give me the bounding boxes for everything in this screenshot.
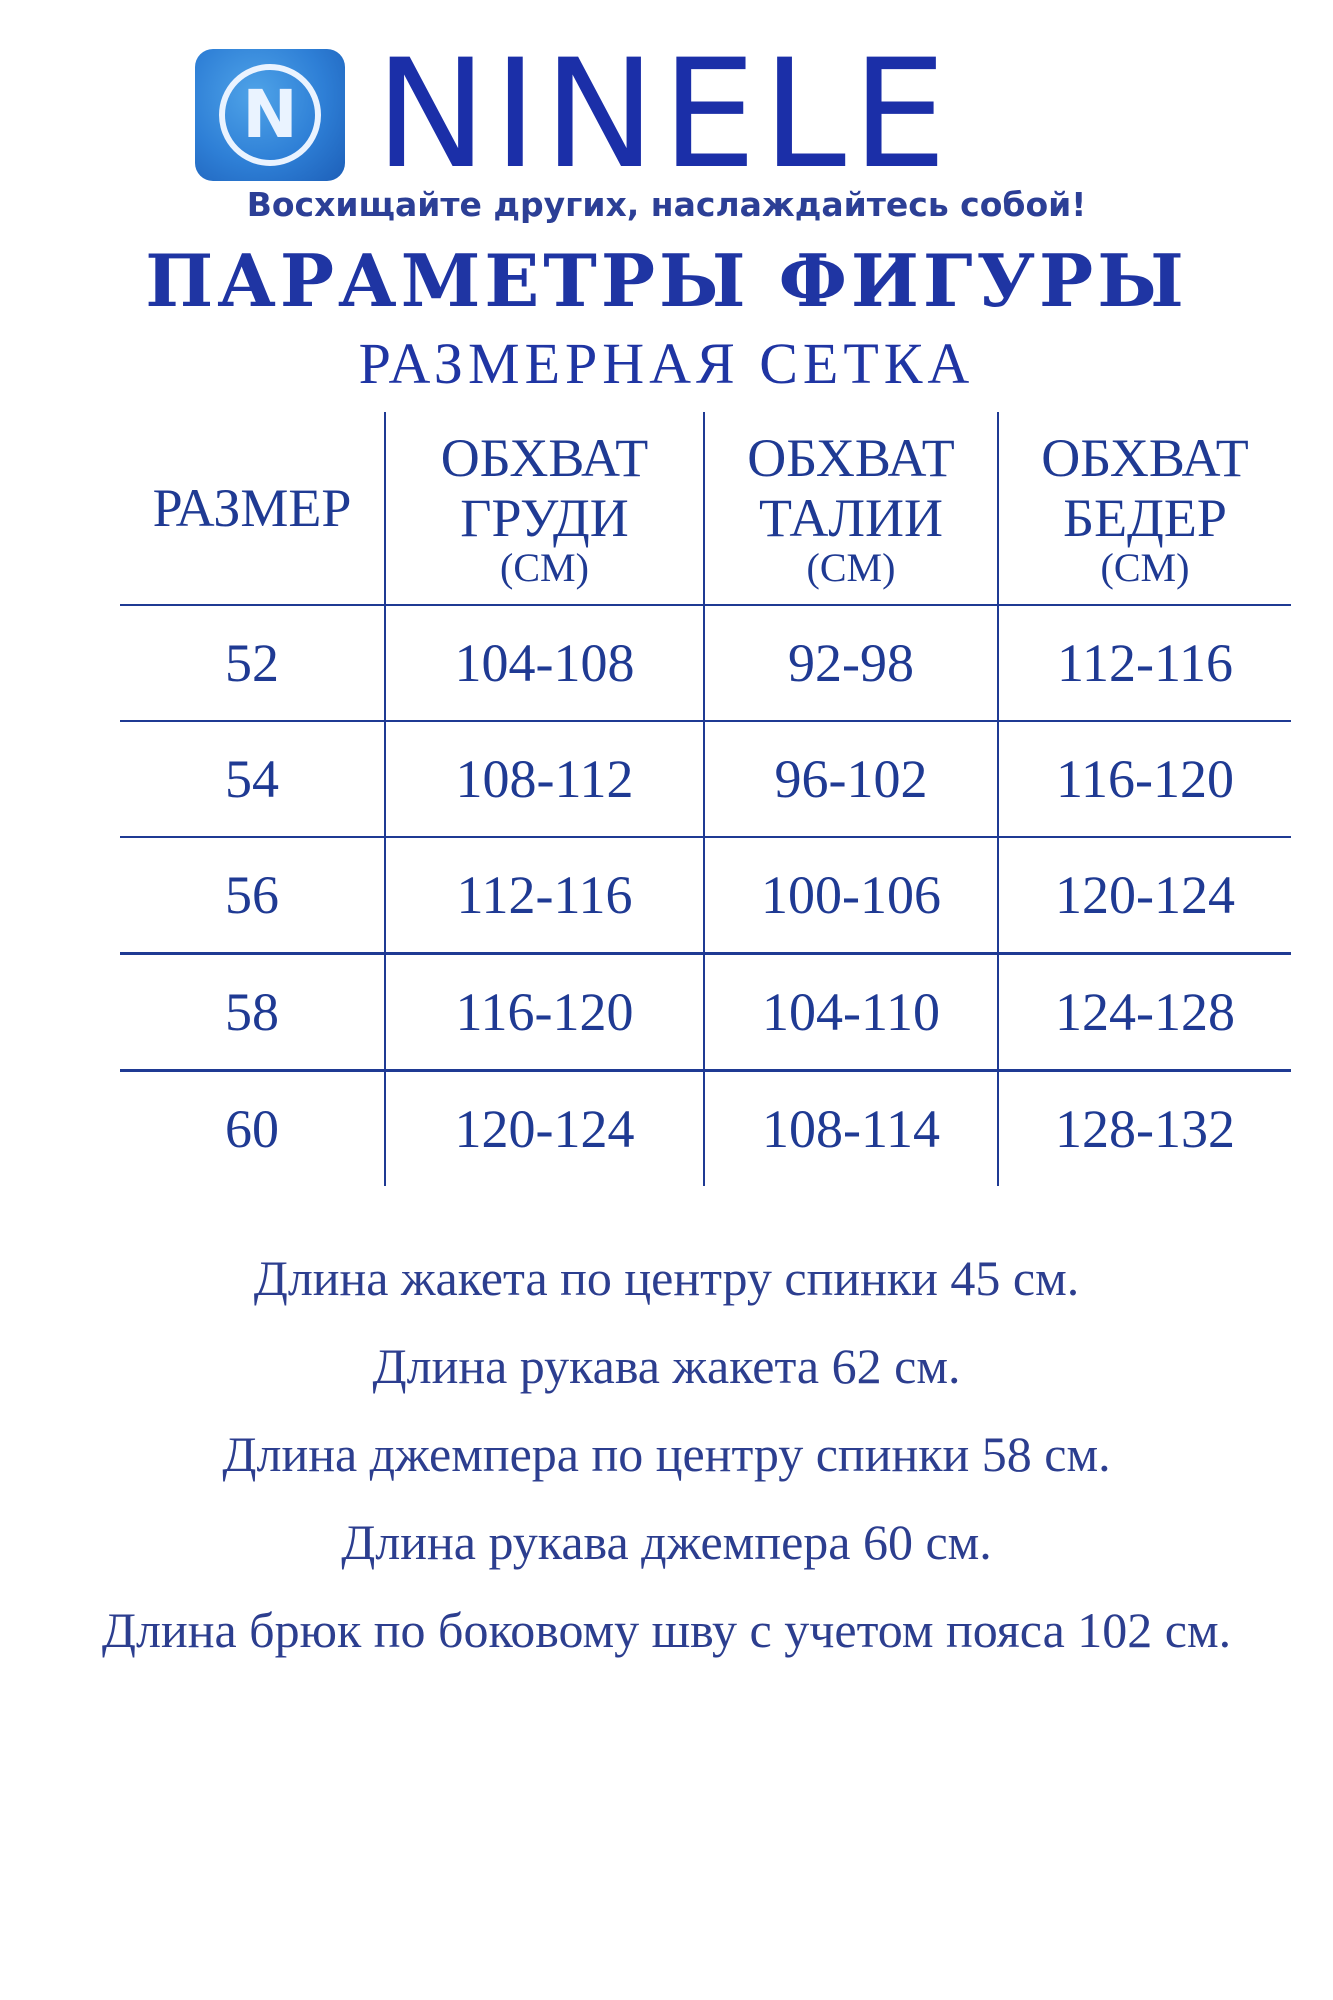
cell-waist: 92-98 (704, 605, 998, 721)
cell-waist: 100-106 (704, 837, 998, 954)
cell-waist: 104-110 (704, 954, 998, 1071)
cell-waist: 96-102 (704, 721, 998, 837)
logo-letter: N (242, 76, 298, 153)
measurement-notes (100, 1248, 1233, 1688)
note-trousers-length: Длина брюк по боковому шву с учетом пояса 102 см. (101, 1602, 1232, 1658)
table-row (120, 605, 1291, 721)
header-waist (704, 412, 998, 605)
header-size-label: РАЗМЕР (152, 478, 352, 538)
note-jacket-sleeve: Длина рукава жакета 62 см. (372, 1338, 961, 1394)
header-hips-label: ОБХВАТ БЕДЕР (1041, 428, 1249, 548)
cell-waist: 108-114 (704, 1071, 998, 1187)
cell-size: 58 (225, 982, 279, 1042)
header-waist-label: ОБХВАТ ТАЛИИ (747, 428, 955, 548)
cell-chest: 108-112 (385, 721, 704, 837)
table-row (120, 721, 1291, 837)
cell-hips: 116-120 (998, 721, 1291, 837)
cell-chest: 104-108 (385, 605, 704, 721)
note-jacket-length: Длина жакета по центру спинки 45 см. (253, 1250, 1080, 1306)
header-chest-label: ОБХВАТ ГРУДИ (440, 428, 649, 548)
cell-chest: 116-120 (385, 954, 704, 1071)
ninele-logo-icon (195, 49, 345, 181)
brand-name: NINELE (375, 28, 953, 202)
cell-size: 60 (225, 1099, 279, 1159)
header-chest (385, 412, 704, 605)
cell-hips: 120-124 (998, 837, 1291, 954)
size-table (120, 412, 1291, 1186)
brand-header (195, 28, 953, 202)
table-row (120, 1071, 1291, 1187)
page-title: ПАРАМЕТРЫ ФИГУРЫ (145, 238, 1188, 323)
header-size (120, 412, 385, 605)
cell-size: 56 (225, 865, 279, 925)
cell-chest: 120-124 (385, 1071, 704, 1187)
cell-chest: 112-116 (385, 837, 704, 954)
header-hips-unit: (СМ) (1100, 545, 1190, 590)
logo-ring (219, 64, 321, 166)
cell-hips: 112-116 (998, 605, 1291, 721)
note-jumper-sleeve: Длина рукава джемпера 60 см. (341, 1514, 992, 1570)
cell-size: 52 (225, 633, 279, 693)
cell-size: 54 (225, 749, 279, 809)
cell-hips: 124-128 (998, 954, 1291, 1071)
cell-hips: 128-132 (998, 1071, 1291, 1187)
page-subtitle: РАЗМЕРНАЯ СЕТКА (358, 331, 975, 396)
brand-tagline: Восхищайте других, наслаждайтесь собой! (246, 185, 1087, 224)
header-hips (998, 412, 1291, 605)
header-waist-unit: (СМ) (806, 545, 896, 590)
table-row (120, 837, 1291, 954)
table-header-row (120, 412, 1291, 605)
header-chest-unit: (СМ) (500, 545, 589, 590)
table-row (120, 954, 1291, 1071)
note-jumper-length: Длина джемпера по центру спинки 58 см. (222, 1426, 1111, 1482)
